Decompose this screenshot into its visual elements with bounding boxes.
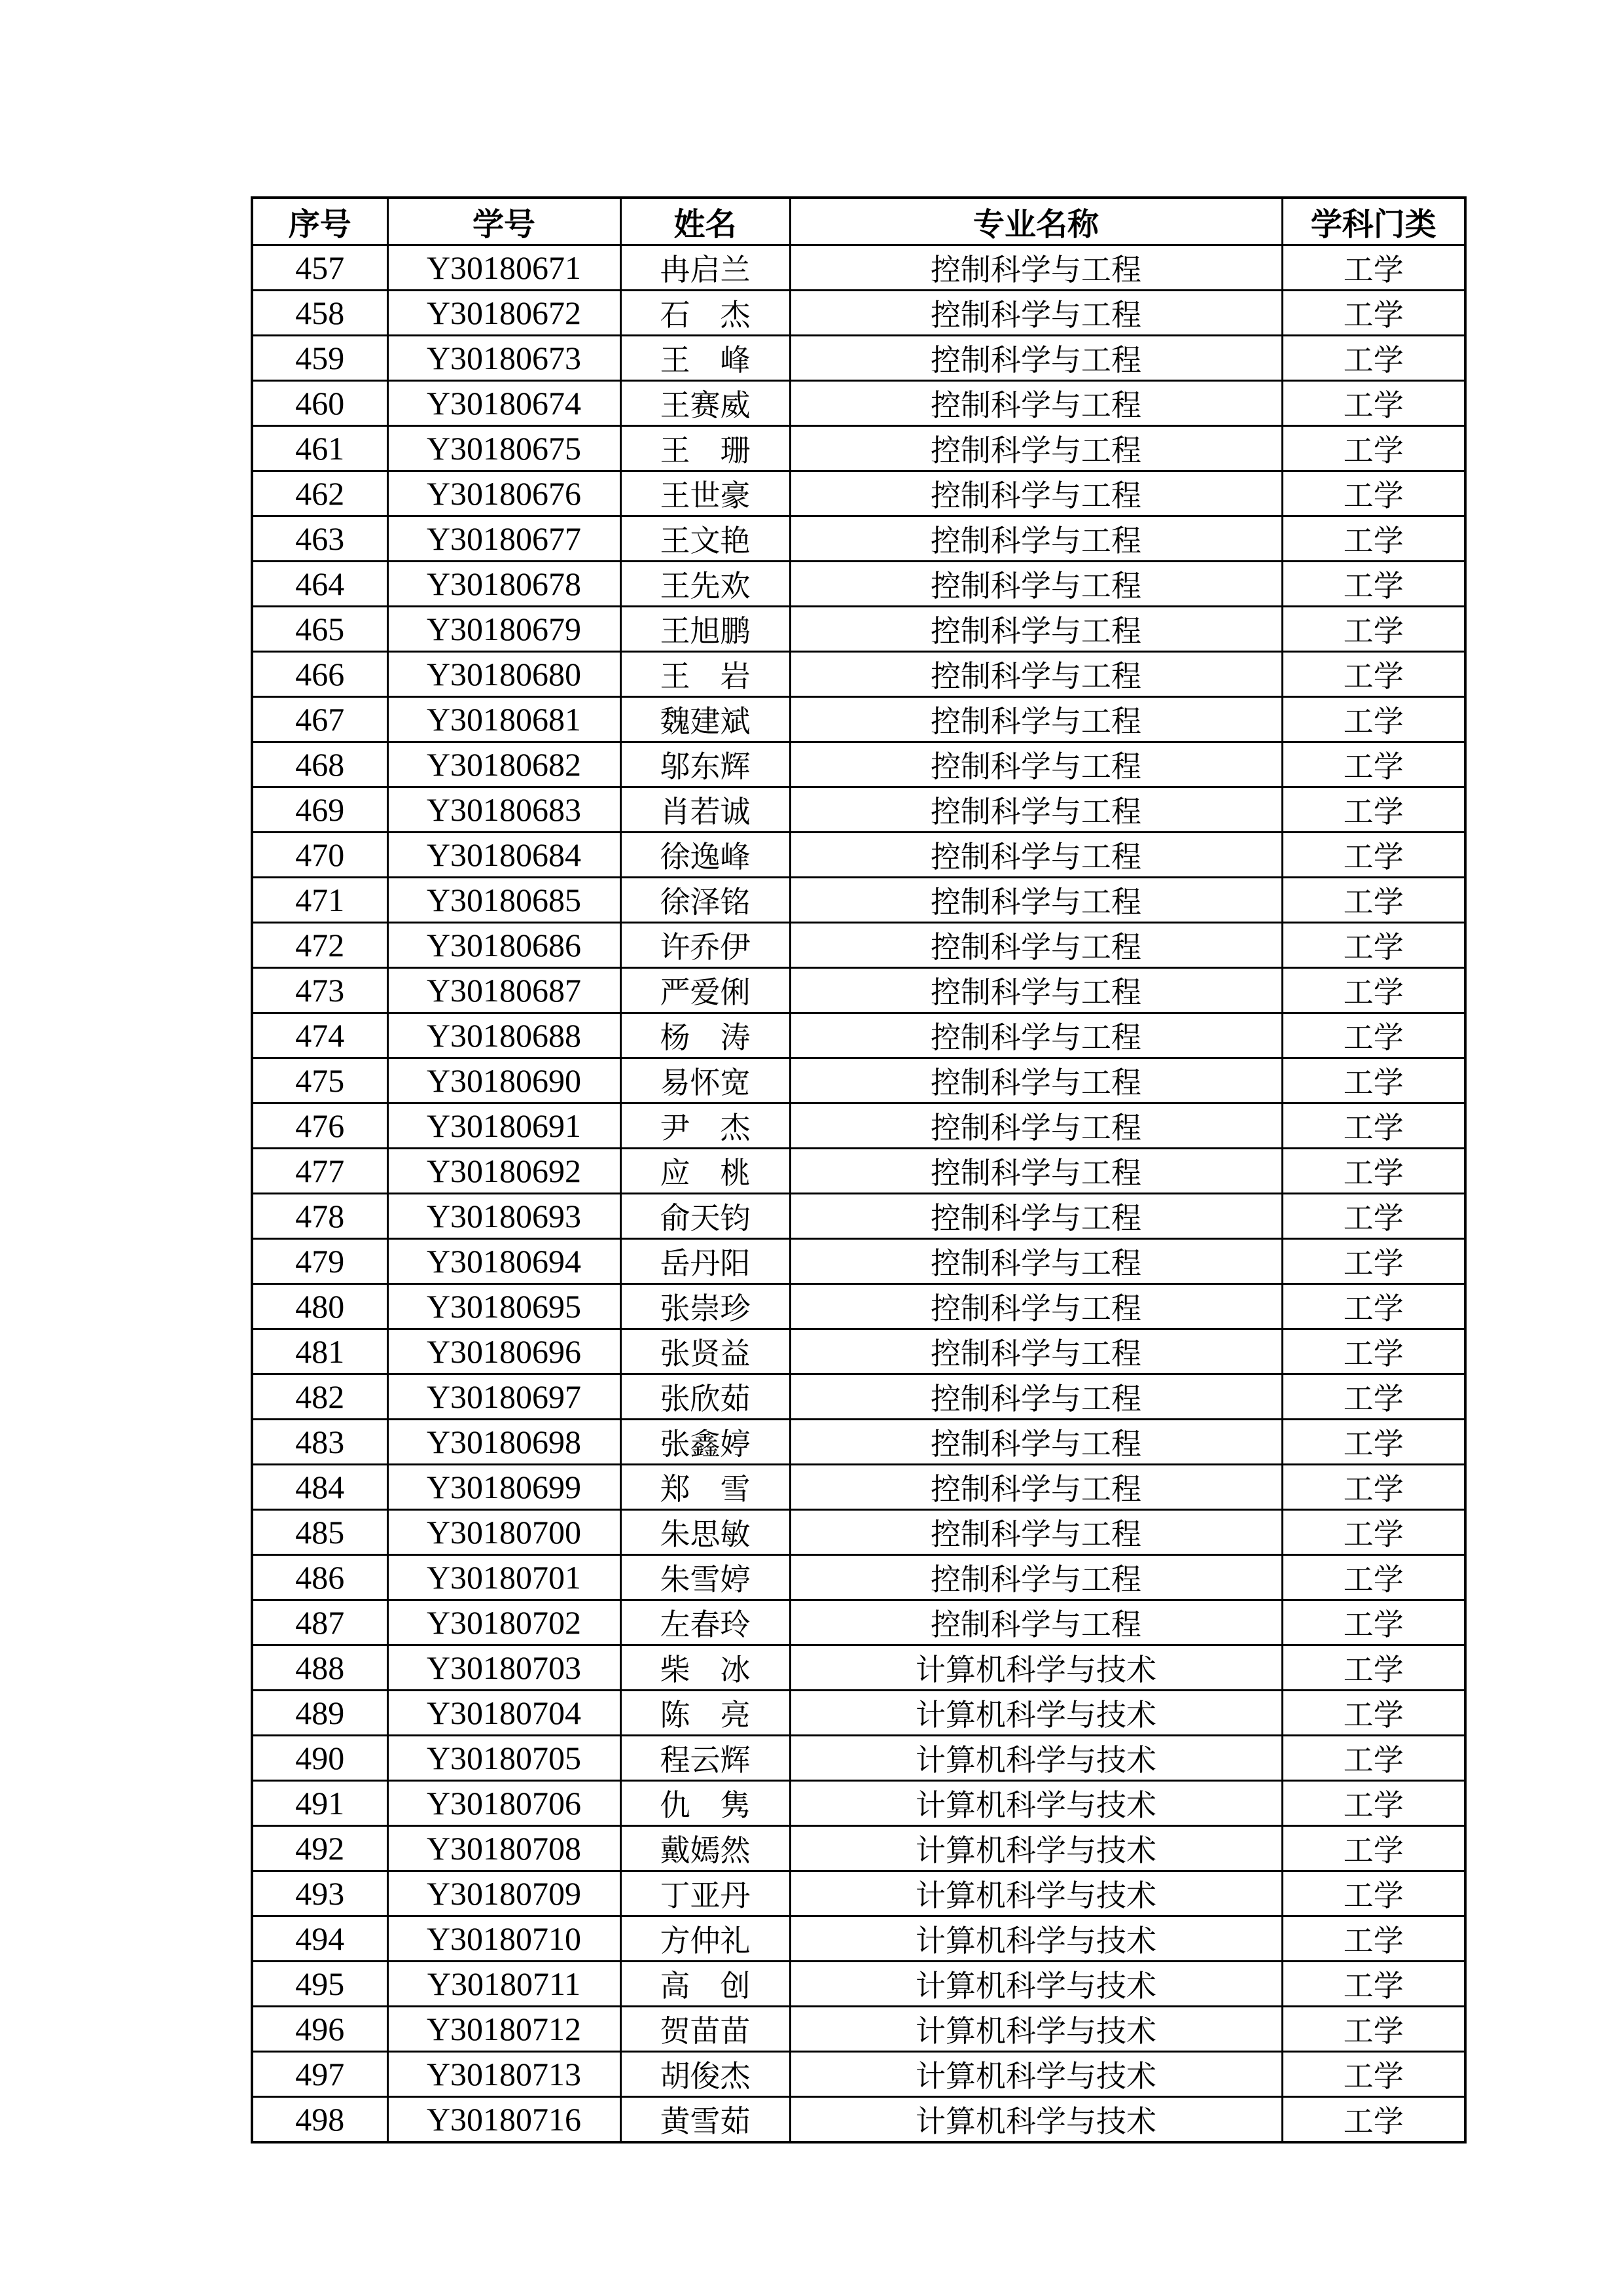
student-id-cell: Y30180675 xyxy=(387,426,620,471)
major-cell: 控制科学与工程 xyxy=(790,1510,1282,1555)
table-row xyxy=(252,1691,1465,1736)
name-cell: 邬东辉 xyxy=(620,742,790,787)
table-row xyxy=(252,471,1465,516)
name-cell: 王世豪 xyxy=(620,471,790,516)
serial-cell: 491 xyxy=(252,1781,387,1826)
discipline-cell: 工学 xyxy=(1282,245,1465,291)
discipline-cell: 工学 xyxy=(1282,381,1465,426)
discipline-cell: 工学 xyxy=(1282,742,1465,787)
serial-cell: 485 xyxy=(252,1510,387,1555)
major-cell: 控制科学与工程 xyxy=(790,291,1282,336)
table-row xyxy=(252,245,1465,291)
serial-cell: 465 xyxy=(252,607,387,652)
student-id-cell: Y30180713 xyxy=(387,2052,620,2097)
serial-cell: 481 xyxy=(252,1329,387,1374)
major-cell: 控制科学与工程 xyxy=(790,652,1282,697)
table-row xyxy=(252,1194,1465,1239)
serial-cell: 495 xyxy=(252,1962,387,2007)
table-row xyxy=(252,923,1465,968)
table-row xyxy=(252,1013,1465,1058)
table-row xyxy=(252,607,1465,652)
major-cell: 计算机科学与技术 xyxy=(790,2052,1282,2097)
discipline-cell: 工学 xyxy=(1282,1194,1465,1239)
name-cell: 胡俊杰 xyxy=(620,2052,790,2097)
name-cell: 岳丹阳 xyxy=(620,1239,790,1284)
table-row xyxy=(252,2097,1465,2143)
student-id-cell: Y30180699 xyxy=(387,1465,620,1510)
major-cell: 计算机科学与技术 xyxy=(790,2097,1282,2143)
student-id-cell: Y30180716 xyxy=(387,2097,620,2143)
name-cell: 仇 隽 xyxy=(620,1781,790,1826)
student-id-cell: Y30180685 xyxy=(387,878,620,923)
student-id-cell: Y30180709 xyxy=(387,1871,620,1916)
student-id-cell: Y30180708 xyxy=(387,1826,620,1871)
serial-cell: 474 xyxy=(252,1013,387,1058)
name-cell: 方仲礼 xyxy=(620,1916,790,1962)
student-roster-table xyxy=(251,196,1467,2144)
major-cell: 控制科学与工程 xyxy=(790,1103,1282,1149)
serial-header: 序号 xyxy=(252,198,387,245)
name-cell: 王 峰 xyxy=(620,336,790,381)
name-cell: 徐逸峰 xyxy=(620,833,790,878)
major-cell: 控制科学与工程 xyxy=(790,833,1282,878)
major-cell: 计算机科学与技术 xyxy=(790,1691,1282,1736)
name-cell: 朱雪婷 xyxy=(620,1555,790,1600)
serial-cell: 488 xyxy=(252,1645,387,1691)
student-id-cell: Y30180679 xyxy=(387,607,620,652)
table-row xyxy=(252,833,1465,878)
discipline-cell: 工学 xyxy=(1282,562,1465,607)
table-body xyxy=(252,245,1465,2143)
student-id-cell: Y30180703 xyxy=(387,1645,620,1691)
major-cell: 控制科学与工程 xyxy=(790,1058,1282,1103)
serial-cell: 493 xyxy=(252,1871,387,1916)
student-id-header: 学号 xyxy=(387,198,620,245)
discipline-cell: 工学 xyxy=(1282,336,1465,381)
student-id-cell: Y30180677 xyxy=(387,516,620,562)
major-cell: 控制科学与工程 xyxy=(790,1194,1282,1239)
name-cell: 王赛威 xyxy=(620,381,790,426)
table-row xyxy=(252,1826,1465,1871)
student-id-cell: Y30180673 xyxy=(387,336,620,381)
table-row xyxy=(252,652,1465,697)
student-id-cell: Y30180694 xyxy=(387,1239,620,1284)
table-row xyxy=(252,381,1465,426)
table-row xyxy=(252,1645,1465,1691)
name-cell: 王 岩 xyxy=(620,652,790,697)
name-cell: 易怀宽 xyxy=(620,1058,790,1103)
student-id-cell: Y30180684 xyxy=(387,833,620,878)
serial-cell: 478 xyxy=(252,1194,387,1239)
student-id-cell: Y30180706 xyxy=(387,1781,620,1826)
discipline-cell: 工学 xyxy=(1282,1781,1465,1826)
serial-cell: 461 xyxy=(252,426,387,471)
table-row xyxy=(252,1916,1465,1962)
discipline-cell: 工学 xyxy=(1282,1736,1465,1781)
serial-cell: 498 xyxy=(252,2097,387,2143)
discipline-cell: 工学 xyxy=(1282,1871,1465,1916)
name-cell: 俞天钧 xyxy=(620,1194,790,1239)
serial-cell: 477 xyxy=(252,1149,387,1194)
major-cell: 控制科学与工程 xyxy=(790,245,1282,291)
student-id-cell: Y30180701 xyxy=(387,1555,620,1600)
discipline-cell: 工学 xyxy=(1282,607,1465,652)
table-row xyxy=(252,1465,1465,1510)
table-row xyxy=(252,1510,1465,1555)
student-id-cell: Y30180681 xyxy=(387,697,620,742)
major-cell: 控制科学与工程 xyxy=(790,1420,1282,1465)
major-cell: 控制科学与工程 xyxy=(790,1284,1282,1329)
major-cell: 控制科学与工程 xyxy=(790,968,1282,1013)
student-id-cell: Y30180688 xyxy=(387,1013,620,1058)
name-cell: 张欣茹 xyxy=(620,1374,790,1420)
discipline-cell: 工学 xyxy=(1282,1420,1465,1465)
table-row xyxy=(252,426,1465,471)
student-id-cell: Y30180695 xyxy=(387,1284,620,1329)
student-id-cell: Y30180690 xyxy=(387,1058,620,1103)
serial-cell: 479 xyxy=(252,1239,387,1284)
major-cell: 控制科学与工程 xyxy=(790,697,1282,742)
table-row xyxy=(252,1871,1465,1916)
name-cell: 杨 涛 xyxy=(620,1013,790,1058)
table-row xyxy=(252,787,1465,833)
name-cell: 许乔伊 xyxy=(620,923,790,968)
table-row xyxy=(252,1149,1465,1194)
discipline-cell: 工学 xyxy=(1282,697,1465,742)
student-id-cell: Y30180680 xyxy=(387,652,620,697)
name-cell: 应 桃 xyxy=(620,1149,790,1194)
discipline-cell: 工学 xyxy=(1282,1916,1465,1962)
discipline-cell: 工学 xyxy=(1282,787,1465,833)
discipline-cell: 工学 xyxy=(1282,1239,1465,1284)
serial-cell: 476 xyxy=(252,1103,387,1149)
student-id-cell: Y30180693 xyxy=(387,1194,620,1239)
table-row xyxy=(252,336,1465,381)
serial-cell: 480 xyxy=(252,1284,387,1329)
discipline-cell: 工学 xyxy=(1282,1465,1465,1510)
serial-cell: 469 xyxy=(252,787,387,833)
discipline-cell: 工学 xyxy=(1282,1058,1465,1103)
student-id-cell: Y30180672 xyxy=(387,291,620,336)
student-id-cell: Y30180671 xyxy=(387,245,620,291)
student-id-cell: Y30180692 xyxy=(387,1149,620,1194)
name-cell: 高 创 xyxy=(620,1962,790,2007)
discipline-cell: 工学 xyxy=(1282,1510,1465,1555)
student-id-cell: Y30180702 xyxy=(387,1600,620,1645)
table-row xyxy=(252,1736,1465,1781)
name-cell: 王文艳 xyxy=(620,516,790,562)
major-cell: 计算机科学与技术 xyxy=(790,1916,1282,1962)
serial-cell: 460 xyxy=(252,381,387,426)
major-cell: 控制科学与工程 xyxy=(790,426,1282,471)
student-id-cell: Y30180704 xyxy=(387,1691,620,1736)
discipline-cell: 工学 xyxy=(1282,1691,1465,1736)
student-id-cell: Y30180696 xyxy=(387,1329,620,1374)
table-row xyxy=(252,1555,1465,1600)
discipline-cell: 工学 xyxy=(1282,652,1465,697)
name-cell: 左春玲 xyxy=(620,1600,790,1645)
name-cell: 陈 亮 xyxy=(620,1691,790,1736)
table-row xyxy=(252,2007,1465,2052)
discipline-cell: 工学 xyxy=(1282,2052,1465,2097)
name-cell: 黄雪茹 xyxy=(620,2097,790,2143)
discipline-cell: 工学 xyxy=(1282,878,1465,923)
serial-cell: 496 xyxy=(252,2007,387,2052)
student-id-cell: Y30180678 xyxy=(387,562,620,607)
student-id-cell: Y30180691 xyxy=(387,1103,620,1149)
serial-cell: 490 xyxy=(252,1736,387,1781)
student-id-cell: Y30180687 xyxy=(387,968,620,1013)
name-cell: 魏建斌 xyxy=(620,697,790,742)
serial-cell: 457 xyxy=(252,245,387,291)
serial-cell: 467 xyxy=(252,697,387,742)
major-cell: 控制科学与工程 xyxy=(790,742,1282,787)
major-cell: 控制科学与工程 xyxy=(790,1600,1282,1645)
table-row xyxy=(252,1284,1465,1329)
discipline-cell: 工学 xyxy=(1282,923,1465,968)
discipline-cell: 工学 xyxy=(1282,1103,1465,1149)
major-cell: 控制科学与工程 xyxy=(790,607,1282,652)
serial-cell: 484 xyxy=(252,1465,387,1510)
major-cell: 计算机科学与技术 xyxy=(790,1826,1282,1871)
serial-cell: 494 xyxy=(252,1916,387,1962)
serial-cell: 462 xyxy=(252,471,387,516)
discipline-cell: 工学 xyxy=(1282,1284,1465,1329)
major-cell: 计算机科学与技术 xyxy=(790,1736,1282,1781)
serial-cell: 475 xyxy=(252,1058,387,1103)
table-row xyxy=(252,2052,1465,2097)
table-row xyxy=(252,1781,1465,1826)
table-row xyxy=(252,1329,1465,1374)
discipline-cell: 工学 xyxy=(1282,1013,1465,1058)
discipline-cell: 工学 xyxy=(1282,1555,1465,1600)
major-cell: 控制科学与工程 xyxy=(790,1374,1282,1420)
major-cell: 控制科学与工程 xyxy=(790,1555,1282,1600)
name-cell: 柴 冰 xyxy=(620,1645,790,1691)
major-cell: 控制科学与工程 xyxy=(790,336,1282,381)
serial-cell: 482 xyxy=(252,1374,387,1420)
student-id-cell: Y30180711 xyxy=(387,1962,620,2007)
major-cell: 控制科学与工程 xyxy=(790,516,1282,562)
discipline-cell: 工学 xyxy=(1282,1645,1465,1691)
serial-cell: 497 xyxy=(252,2052,387,2097)
table-row xyxy=(252,1058,1465,1103)
name-cell: 张鑫婷 xyxy=(620,1420,790,1465)
major-cell: 控制科学与工程 xyxy=(790,381,1282,426)
discipline-cell: 工学 xyxy=(1282,291,1465,336)
table-row xyxy=(252,562,1465,607)
discipline-cell: 工学 xyxy=(1282,1374,1465,1420)
name-cell: 王旭鹏 xyxy=(620,607,790,652)
major-header: 专业名称 xyxy=(790,198,1282,245)
serial-cell: 472 xyxy=(252,923,387,968)
student-id-cell: Y30180682 xyxy=(387,742,620,787)
table-row xyxy=(252,1374,1465,1420)
table-row xyxy=(252,697,1465,742)
major-cell: 计算机科学与技术 xyxy=(790,2007,1282,2052)
name-header: 姓名 xyxy=(620,198,790,245)
major-cell: 控制科学与工程 xyxy=(790,878,1282,923)
serial-cell: 486 xyxy=(252,1555,387,1600)
major-cell: 控制科学与工程 xyxy=(790,471,1282,516)
name-cell: 丁亚丹 xyxy=(620,1871,790,1916)
header-row xyxy=(252,198,1465,245)
serial-cell: 470 xyxy=(252,833,387,878)
serial-cell: 487 xyxy=(252,1600,387,1645)
major-cell: 控制科学与工程 xyxy=(790,1239,1282,1284)
student-id-cell: Y30180698 xyxy=(387,1420,620,1465)
discipline-cell: 工学 xyxy=(1282,833,1465,878)
name-cell: 冉启兰 xyxy=(620,245,790,291)
student-id-cell: Y30180705 xyxy=(387,1736,620,1781)
major-cell: 控制科学与工程 xyxy=(790,787,1282,833)
major-cell: 控制科学与工程 xyxy=(790,1465,1282,1510)
serial-cell: 458 xyxy=(252,291,387,336)
name-cell: 郑 雪 xyxy=(620,1465,790,1510)
table-row xyxy=(252,1600,1465,1645)
serial-cell: 492 xyxy=(252,1826,387,1871)
name-cell: 王 珊 xyxy=(620,426,790,471)
serial-cell: 463 xyxy=(252,516,387,562)
major-cell: 控制科学与工程 xyxy=(790,923,1282,968)
name-cell: 张贤益 xyxy=(620,1329,790,1374)
serial-cell: 466 xyxy=(252,652,387,697)
discipline-cell: 工学 xyxy=(1282,2007,1465,2052)
discipline-cell: 工学 xyxy=(1282,1149,1465,1194)
table-row xyxy=(252,1420,1465,1465)
table-row xyxy=(252,1103,1465,1149)
name-cell: 朱思敏 xyxy=(620,1510,790,1555)
serial-cell: 483 xyxy=(252,1420,387,1465)
student-id-cell: Y30180683 xyxy=(387,787,620,833)
name-cell: 张崇珍 xyxy=(620,1284,790,1329)
name-cell: 石 杰 xyxy=(620,291,790,336)
student-id-cell: Y30180700 xyxy=(387,1510,620,1555)
table-row xyxy=(252,291,1465,336)
name-cell: 严爱俐 xyxy=(620,968,790,1013)
discipline-cell: 工学 xyxy=(1282,471,1465,516)
discipline-header: 学科门类 xyxy=(1282,198,1465,245)
major-cell: 计算机科学与技术 xyxy=(790,1871,1282,1916)
serial-cell: 459 xyxy=(252,336,387,381)
discipline-cell: 工学 xyxy=(1282,968,1465,1013)
discipline-cell: 工学 xyxy=(1282,516,1465,562)
discipline-cell: 工学 xyxy=(1282,2097,1465,2143)
major-cell: 控制科学与工程 xyxy=(790,1149,1282,1194)
table-row xyxy=(252,1962,1465,2007)
discipline-cell: 工学 xyxy=(1282,1826,1465,1871)
table-row xyxy=(252,878,1465,923)
serial-cell: 468 xyxy=(252,742,387,787)
discipline-cell: 工学 xyxy=(1282,1600,1465,1645)
major-cell: 控制科学与工程 xyxy=(790,562,1282,607)
table-row xyxy=(252,968,1465,1013)
discipline-cell: 工学 xyxy=(1282,1962,1465,2007)
student-id-cell: Y30180674 xyxy=(387,381,620,426)
student-id-cell: Y30180712 xyxy=(387,2007,620,2052)
name-cell: 王先欢 xyxy=(620,562,790,607)
serial-cell: 471 xyxy=(252,878,387,923)
discipline-cell: 工学 xyxy=(1282,426,1465,471)
name-cell: 徐泽铭 xyxy=(620,878,790,923)
major-cell: 计算机科学与技术 xyxy=(790,1781,1282,1826)
name-cell: 贺苗苗 xyxy=(620,2007,790,2052)
name-cell: 尹 杰 xyxy=(620,1103,790,1149)
major-cell: 控制科学与工程 xyxy=(790,1329,1282,1374)
table-row xyxy=(252,1239,1465,1284)
table-row xyxy=(252,516,1465,562)
major-cell: 计算机科学与技术 xyxy=(790,1645,1282,1691)
name-cell: 肖若诚 xyxy=(620,787,790,833)
major-cell: 控制科学与工程 xyxy=(790,1013,1282,1058)
serial-cell: 464 xyxy=(252,562,387,607)
discipline-cell: 工学 xyxy=(1282,1329,1465,1374)
serial-cell: 473 xyxy=(252,968,387,1013)
student-id-cell: Y30180697 xyxy=(387,1374,620,1420)
student-id-cell: Y30180676 xyxy=(387,471,620,516)
name-cell: 戴嫣然 xyxy=(620,1826,790,1871)
name-cell: 程云辉 xyxy=(620,1736,790,1781)
student-id-cell: Y30180686 xyxy=(387,923,620,968)
serial-cell: 489 xyxy=(252,1691,387,1736)
major-cell: 计算机科学与技术 xyxy=(790,1962,1282,2007)
student-id-cell: Y30180710 xyxy=(387,1916,620,1962)
table-row xyxy=(252,742,1465,787)
